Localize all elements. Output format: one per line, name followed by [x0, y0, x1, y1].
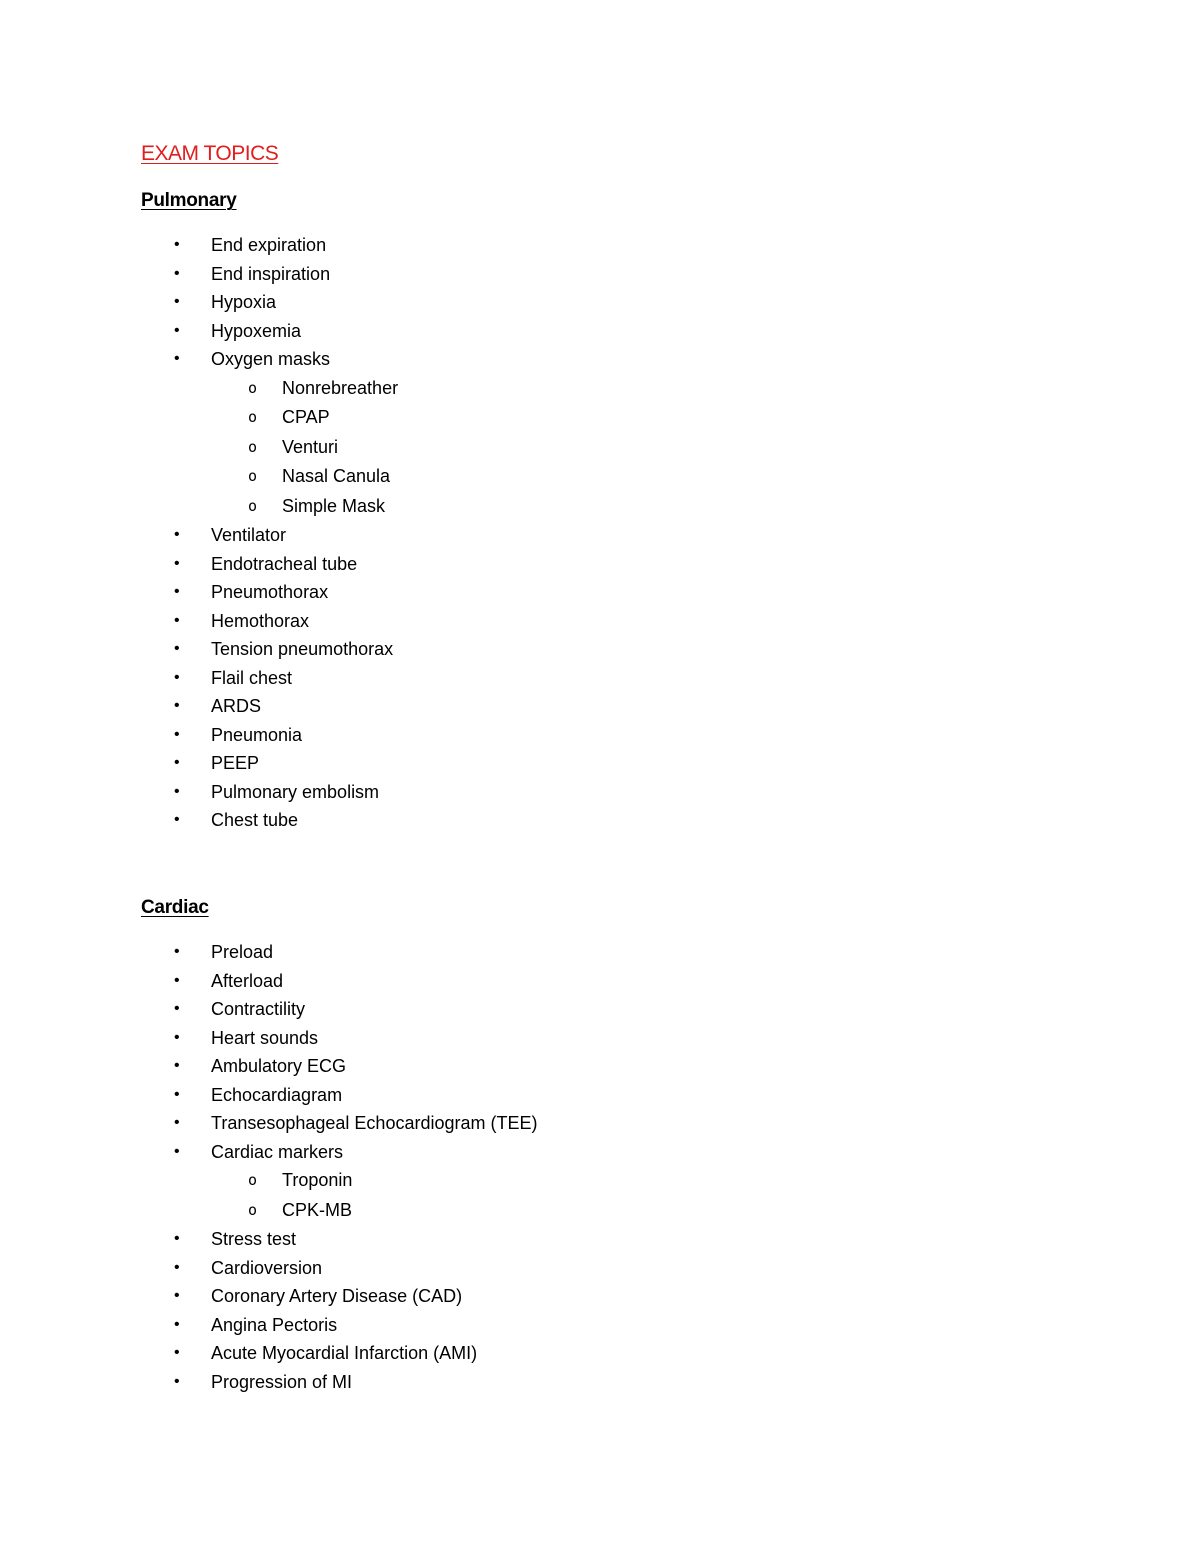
list-item-text: Hypoxemia — [211, 320, 302, 341]
bullet-icon: • — [174, 1000, 180, 1017]
list-item-text: ARDS — [211, 696, 262, 717]
bullet-icon: • — [174, 264, 180, 282]
bullet-icon: • — [174, 583, 180, 601]
bullet-icon: • — [174, 640, 180, 658]
circle-bullet-icon: o — [248, 496, 258, 515]
circle-bullet-icon: o — [248, 1171, 258, 1189]
list-item-text: Heart sounds — [211, 1027, 319, 1048]
list-item-text: Venturi — [282, 436, 339, 457]
document-title: EXAM TOPICS — [141, 142, 279, 165]
bullet-icon: • — [174, 754, 180, 772]
list-item-text: Ambulatory ECG — [211, 1056, 347, 1076]
circle-bullet-icon: o — [248, 467, 258, 486]
circle-bullet-icon: o — [248, 1200, 258, 1219]
list-item-text: Hypoxia — [211, 292, 277, 312]
list-item-text: Pulmonary embolism — [211, 781, 380, 802]
list-item-text: Pneumothorax — [211, 582, 329, 603]
list-item-text: Cardiac markers — [211, 1141, 344, 1162]
circle-bullet-icon: o — [248, 408, 258, 427]
list-item-text: Afterload — [211, 970, 284, 991]
list-item-text: CPK-MB — [282, 1199, 353, 1220]
bullet-icon: • — [174, 1315, 180, 1333]
list-item-text: Transesophageal Echocardiogram (TEE) — [211, 1113, 538, 1133]
list-item-text: Troponin — [282, 1170, 353, 1190]
bullet-icon: • — [174, 554, 180, 572]
list-item-text: Stress test — [211, 1229, 297, 1250]
list-item-text: Acute Myocardial Infarction (AMI) — [211, 1343, 478, 1364]
list-item-text: End inspiration — [211, 263, 331, 284]
bullet-icon: • — [174, 293, 180, 310]
bullet-icon: • — [174, 943, 180, 960]
list-item-text: CPAP — [282, 407, 330, 428]
list-item-text: End expiration — [211, 235, 327, 255]
list-item-text: Simple Mask — [282, 495, 386, 516]
bullet-icon: • — [174, 1085, 180, 1103]
list-item-text: Preload — [211, 942, 274, 962]
bullet-icon: • — [174, 1028, 180, 1046]
section-heading-pulmonary: Pulmonary — [141, 190, 237, 211]
list-item-text: Flail chest — [211, 667, 293, 688]
list-item-text: Oxygen masks — [211, 349, 331, 369]
bullet-icon: • — [174, 526, 180, 544]
bullet-icon: • — [174, 1142, 180, 1160]
list-item-text: Contractility — [211, 999, 306, 1019]
list-item-text: Nasal Canula — [282, 466, 391, 487]
bullet-icon: • — [174, 725, 180, 743]
bullet-icon: • — [174, 1287, 180, 1305]
bullet-icon: • — [174, 1344, 180, 1362]
circle-bullet-icon: o — [248, 378, 258, 397]
list-item-text: Tension pneumothorax — [211, 639, 394, 660]
list-item-text: Progression of MI — [211, 1371, 353, 1392]
list-item-text: Echocardiagram — [211, 1084, 343, 1105]
list-item-text: Coronary Artery Disease (CAD) — [211, 1286, 463, 1307]
list-item-text: Chest tube — [211, 810, 299, 831]
bullet-icon: • — [174, 782, 180, 800]
circle-bullet-icon: o — [248, 437, 258, 456]
bullet-icon: • — [174, 1057, 180, 1074]
list-item-text: Hemothorax — [211, 610, 310, 631]
bullet-icon: • — [174, 811, 180, 829]
bullet-icon: • — [174, 1372, 180, 1390]
list-item-text: Ventilator — [211, 525, 287, 546]
bullet-icon: • — [174, 697, 180, 715]
list-item-text: Angina Pectoris — [211, 1314, 338, 1335]
bullet-icon: • — [174, 971, 180, 989]
list-item-text: Nonrebreather — [282, 377, 399, 398]
list-item-text: Cardioversion — [211, 1257, 323, 1278]
list-item-text: PEEP — [211, 753, 260, 774]
bullet-icon: • — [174, 1230, 180, 1248]
bullet-icon: • — [174, 1114, 180, 1131]
section-heading-cardiac: Cardiac — [141, 897, 209, 918]
bullet-icon: • — [174, 611, 180, 629]
bullet-icon: • — [174, 321, 180, 339]
list-item-text: Endotracheal tube — [211, 553, 358, 574]
bullet-icon: • — [174, 1258, 180, 1276]
bullet-icon: • — [174, 350, 180, 367]
bullet-icon: • — [174, 668, 180, 686]
list-item-text: Pneumonia — [211, 724, 303, 745]
bullet-icon: • — [174, 236, 180, 253]
